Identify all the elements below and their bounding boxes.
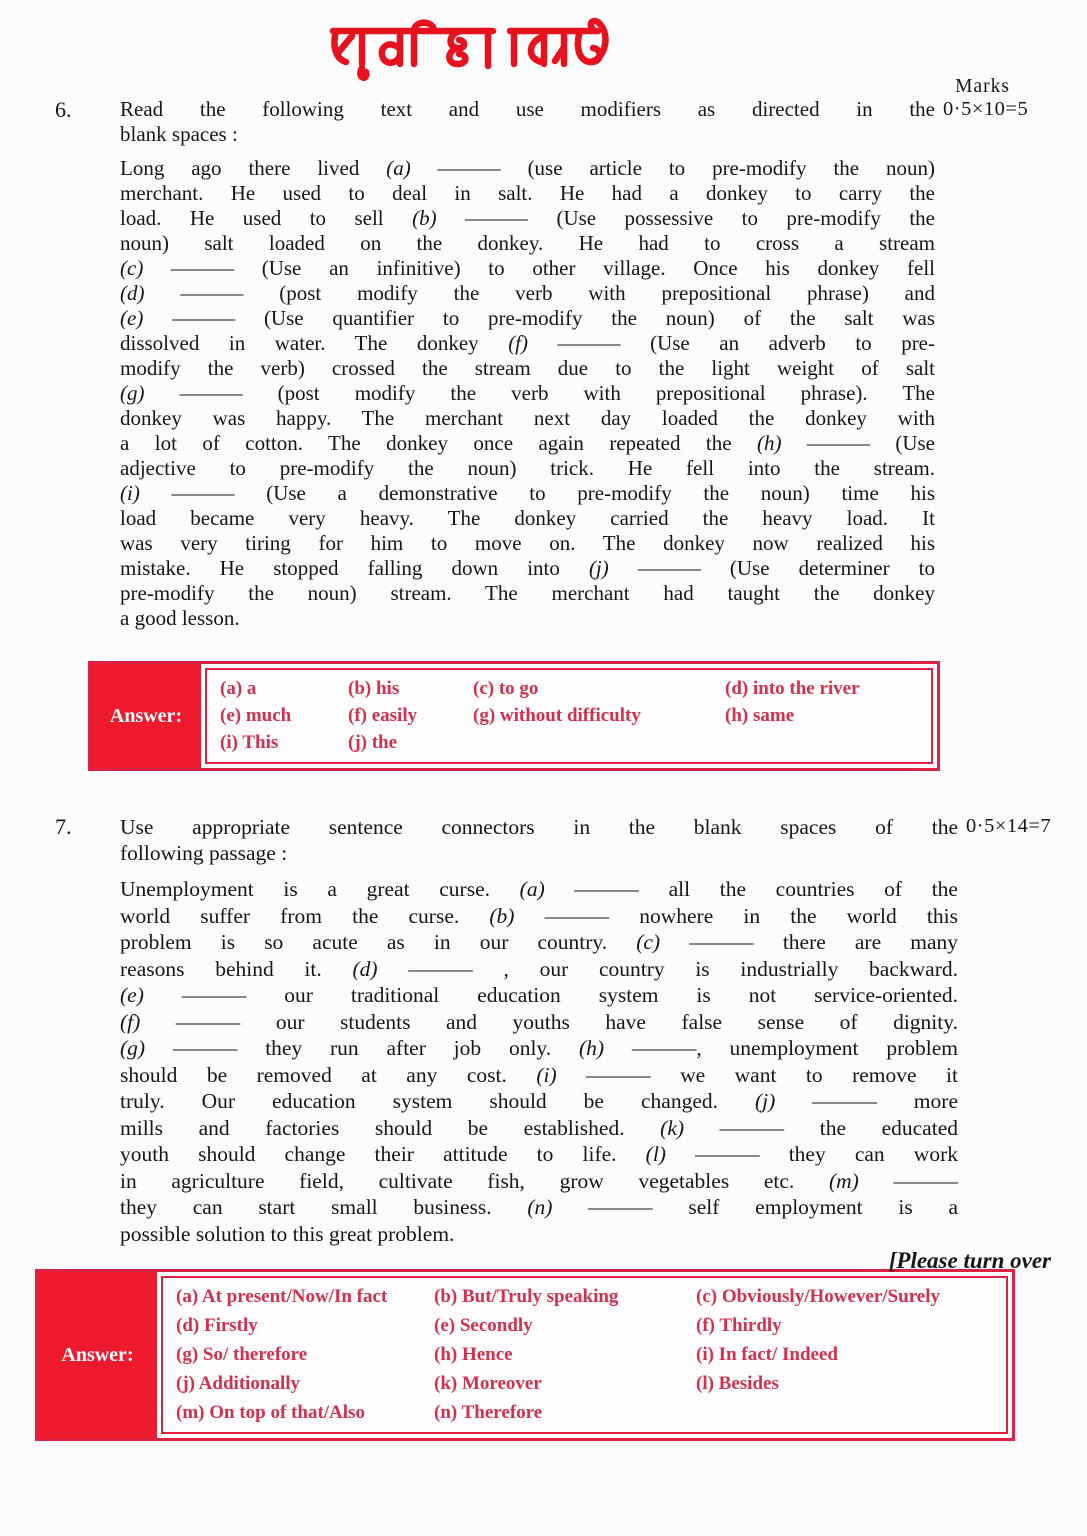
passage-line: (d) ——— (post modify the verb with prepositional phrase) and (120, 281, 935, 305)
answer-item: (j) Additionally (176, 1373, 301, 1394)
passage-line: modify the verb) crossed the stream due to the light weight of salt (120, 356, 935, 380)
answer-6-label: Answer: (91, 664, 201, 768)
passage-line: Unemployment is a great curse. (a) ——— all the countries of the (120, 877, 958, 901)
answer-box-7 (35, 1269, 1015, 1441)
answer-7-grid (161, 1276, 1008, 1434)
answer-item: (m) On top of that/Also (176, 1402, 365, 1423)
board-title-graphic (330, 6, 610, 78)
passage-line: (g) ——— they run after job only. (h) ———, unemployment problem (120, 1036, 958, 1060)
question-7-number: 7. (55, 814, 72, 839)
answer-item: (i) In fact/ Indeed (696, 1344, 838, 1365)
heading-line: Use appropriate sentence connectors in the blank spaces of the (120, 815, 958, 839)
passage-line: a lot of cotton. The donkey once again repeated the (h) ——— (Use (120, 431, 935, 455)
board-title (0, 6, 1087, 78)
answer-box-6 (88, 661, 940, 771)
answer-6-grid (205, 668, 933, 764)
passage-line: merchant. He used to deal in salt. He had a donkey to carry the (120, 181, 935, 205)
marks-label: Marks (955, 76, 1010, 97)
question-7 (0, 814, 1087, 1247)
heading-line: blank spaces : (120, 122, 238, 146)
passage-line: reasons behind it. (d) ——— , our country is industrially backward. (120, 956, 958, 981)
passage-line: (f) ——— our students and youths have false sense of dignity. (120, 1009, 958, 1034)
answer-item: (d) into the river (725, 678, 860, 699)
question-7-heading (120, 814, 958, 866)
passage-line: they can start small business. (n) ——— self employment is a (120, 1195, 958, 1219)
passage-line: donkey was happy. The merchant next day loaded the donkey with (120, 406, 935, 430)
passage-line: was very tiring for him to move on. The donkey now realized his (120, 531, 935, 555)
passage-line: in agriculture field, cultivate fish, grow vegetables etc. (m) ——— (120, 1168, 958, 1193)
passage-line: should be removed at any cost. (i) ——— we want to remove it (120, 1062, 958, 1087)
question-7-passage (120, 876, 958, 1247)
answer-item: (h) same (725, 705, 795, 726)
passage-line: load became very heavy. The donkey carried the heavy load. It (120, 506, 935, 530)
answer-item: (a) a (220, 678, 257, 699)
answer-item: (g) without difficulty (473, 705, 641, 726)
question-7-marks: 0·5×14=7 (966, 815, 1052, 837)
answer-item: (g) So/ therefore (176, 1344, 308, 1365)
answer-item: (e) Secondly (434, 1315, 533, 1336)
passage-line: load. He used to sell (b) ——— (Use possessive to pre-modify the (120, 206, 935, 230)
passage-line: pre-modify the noun) stream. The merchant had taught the donkey (120, 581, 935, 605)
question-6-heading (120, 97, 935, 147)
passage-line: mills and factories should be established. (k) ——— the educated (120, 1115, 958, 1140)
turn-over-note: [Please turn over (888, 1248, 1051, 1273)
answer-item: (b) his (348, 678, 400, 699)
passage-line: youth should change their attitude to life. (l) ——— they can work (120, 1142, 958, 1166)
answer-item: (b) But/Truly speaking (434, 1286, 619, 1307)
passage-line: truly. Our education system should be changed. (j) ——— more (120, 1089, 958, 1113)
answer-item: (i) This (220, 732, 279, 753)
question-6-number: 6. (55, 97, 72, 122)
passage-line: possible solution to this great problem. (120, 1221, 455, 1246)
passage-line: Long ago there lived (a) ——— (use article to pre-modify the noun) (120, 156, 936, 180)
answer-item: (a) At present/Now/In fact (176, 1286, 388, 1307)
passage-line: problem is so acute as in our country. (c) ——— there are many (120, 930, 959, 954)
question-6-passage (120, 156, 935, 631)
question-6-marks: 0·5×10=5 (943, 98, 1029, 120)
passage-line: noun) salt loaded on the donkey. He had to cross a stream (120, 231, 935, 255)
answer-item: (c) Obviously/However/Surely (696, 1286, 940, 1307)
answer-item: (e) much (220, 705, 292, 726)
answer-item: (f) easily (348, 705, 418, 726)
answer-item: (h) Hence (434, 1344, 513, 1365)
answer-item: (f) Thirdly (696, 1315, 782, 1336)
heading-line: following passage : (120, 841, 288, 865)
passage-line: mistake. He stopped falling down into (j) ——— (Use determiner to (120, 556, 935, 580)
passage-line: (i) ——— (Use a demonstrative to pre-modify the noun) time his (120, 481, 935, 505)
passage-line: a good lesson. (120, 606, 240, 630)
passage-line: (e) ——— our traditional education system is not service-oriented. (120, 983, 958, 1007)
answer-item: (d) Firstly (176, 1315, 258, 1336)
question-6 (0, 97, 1087, 631)
passage-line: (g) ——— (post modify the verb with prepositional phrase). The (120, 381, 935, 405)
passage-line: (e) ——— (Use quantifier to pre-modify the noun) of the salt was (120, 306, 935, 330)
heading-line: Read the following text and use modifiers as directed in the (120, 97, 935, 121)
passage-line: dissolved in water. The donkey (f) ——— (Use an adverb to pre- (120, 331, 935, 355)
answer-item: (n) Therefore (434, 1402, 543, 1423)
passage-line: (c) ——— (Use an infinitive) to other village. Once his donkey fell (120, 256, 935, 280)
passage-line: world suffer from the curse. (b) ——— nowhere in the world this (120, 903, 958, 928)
passage-line: adjective to pre-modify the noun) trick. He fell into the stream. (120, 456, 935, 480)
answer-item: (k) Moreover (434, 1373, 542, 1394)
answer-item: (j) the (348, 732, 398, 753)
answer-item: (l) Besides (696, 1373, 779, 1394)
answer-item: (c) to go (473, 678, 539, 699)
answer-7-label: Answer: (38, 1272, 157, 1438)
